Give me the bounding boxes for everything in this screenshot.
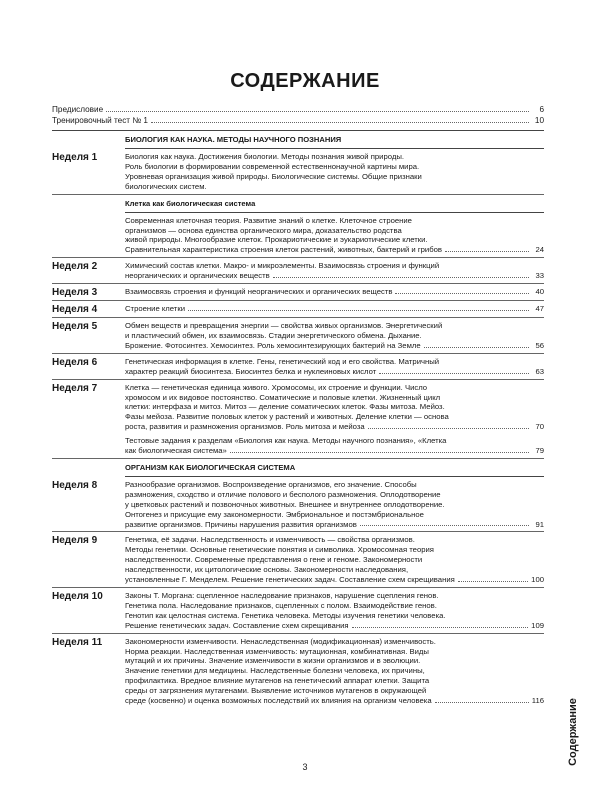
section-heading[interactable]: ОРГАНИЗМ КАК БИОЛОГИЧЕСКАЯ СИСТЕМА bbox=[125, 462, 296, 472]
entry-text: Современная клеточная теория. Развитие знаний о клетке. Клеточное строение bbox=[125, 215, 412, 225]
toc-entry[interactable] bbox=[125, 535, 544, 585]
preface-row[interactable] bbox=[52, 104, 544, 115]
entry-page: 47 bbox=[535, 304, 544, 314]
entry-text: Тестовые задания к разделам «Биология как наука. Методы научного познания», «Клетка bbox=[125, 436, 447, 446]
entry-text: Генетика пола. Наследование признаков, сцепленных с полом. Взаимодействие генов. bbox=[125, 600, 437, 610]
entry-last-line bbox=[125, 245, 544, 255]
entry-text: Методы генетики. Основные генетические понятия и символика. Хромосомная теория bbox=[125, 545, 434, 555]
week-label: Неделя 10 bbox=[52, 591, 103, 602]
entry-page: 100 bbox=[531, 575, 544, 585]
preface-row[interactable] bbox=[52, 115, 544, 126]
entry-text: Значение генетики для медицины. Наследственные болезни человека, их причины, bbox=[125, 666, 425, 676]
toc-entry[interactable] bbox=[125, 304, 544, 314]
week-entries bbox=[125, 287, 544, 298]
toc-entry[interactable] bbox=[125, 436, 544, 456]
entry-last-line bbox=[125, 575, 544, 585]
entry-page: 56 bbox=[535, 340, 544, 350]
dot-leader bbox=[458, 581, 528, 582]
preface-page: 6 bbox=[539, 105, 544, 114]
entry-page: 33 bbox=[535, 271, 544, 281]
week-row bbox=[52, 149, 544, 195]
entry-text: хромосом и их видовое постоянство. Соматические и половые клетки. Жизненный цикл bbox=[125, 392, 441, 402]
entry-text: Законы Т. Моргана: сцепленное наследование признаков, нарушение сцепления генов. bbox=[125, 591, 439, 600]
section-header-row bbox=[52, 131, 544, 148]
week-label: Неделя 2 bbox=[52, 261, 98, 273]
entry-text: характер реакций биосинтеза. Биосинтез белка и нуклеиновых кислот bbox=[125, 366, 377, 376]
entry-text: клетки: интерфаза и митоз. Митоз — деление соматических клеток. Фазы митоза. Мейоз. bbox=[125, 402, 445, 412]
toc-entry[interactable] bbox=[125, 637, 544, 706]
section-header-row bbox=[52, 195, 544, 212]
week-row bbox=[52, 354, 544, 380]
week-row bbox=[52, 318, 544, 354]
entry-text: как биологическая система» bbox=[125, 446, 227, 456]
week-label bbox=[52, 216, 125, 256]
entry-text: Взаимосвязь строения и функций неорганических и органических веществ bbox=[125, 287, 393, 297]
week-row bbox=[52, 258, 544, 284]
entry-text: Разнообразие организмов. Воспроизведение организмов, его значение. Способы bbox=[125, 479, 417, 489]
side-tab-label bbox=[567, 698, 579, 766]
toc-entry[interactable] bbox=[125, 287, 544, 297]
section-spacer bbox=[52, 195, 125, 212]
sections-list bbox=[52, 131, 544, 708]
toc-entry[interactable] bbox=[125, 261, 544, 281]
week-row bbox=[52, 588, 544, 634]
week-label: Неделя 3 bbox=[52, 287, 98, 299]
toc-entry[interactable] bbox=[125, 357, 544, 377]
week-row bbox=[52, 477, 544, 533]
entry-text: среды от загрязнения мутагенами. Выявление источников мутагенов в окружающей bbox=[125, 686, 427, 696]
week-entries bbox=[125, 304, 544, 315]
dot-leader bbox=[445, 251, 529, 252]
week-row bbox=[52, 532, 544, 588]
entry-last-line bbox=[125, 287, 544, 297]
entry-page: 116 bbox=[531, 696, 544, 706]
toc-section bbox=[52, 131, 544, 195]
entry-last-line bbox=[125, 341, 544, 351]
preface-title: Предисловие bbox=[52, 105, 104, 114]
entry-text: Уровневая организация живой природы. Биологические системы. Общие признаки bbox=[125, 171, 422, 181]
entry-text: Клетка — генетическая единица живого. Хромосомы, их строение и функции. Число bbox=[125, 382, 428, 392]
week-entries bbox=[125, 261, 544, 281]
week-row bbox=[52, 634, 544, 708]
preface-list bbox=[52, 104, 544, 126]
entry-text: Брожение. Фотосинтез. Хемосинтез. Роль хемосинтезирующих бактерий на Земле bbox=[125, 340, 421, 350]
entry-text: Роль биологии в формировании современной естественнонаучной картины мира. bbox=[125, 161, 420, 171]
entry-last-line bbox=[125, 367, 544, 377]
entry-text: организмов — основа единства органического мира, доказательство родства bbox=[125, 225, 402, 235]
week-label: Неделя 9 bbox=[52, 535, 98, 547]
dot-leader bbox=[424, 347, 529, 348]
entry-last-line bbox=[125, 696, 544, 706]
week-row bbox=[52, 284, 544, 301]
table-of-contents bbox=[52, 104, 544, 708]
section-heading[interactable]: Клетка как биологическая система bbox=[125, 198, 256, 208]
toc-section bbox=[52, 459, 544, 708]
entry-page: 40 bbox=[535, 287, 544, 297]
dot-leader bbox=[379, 373, 529, 374]
section-spacer bbox=[52, 459, 125, 476]
week-label: Неделя 6 bbox=[52, 356, 98, 368]
week-label: Неделя 7 bbox=[52, 382, 98, 394]
week-entries bbox=[125, 383, 544, 456]
page-number: 3 bbox=[302, 762, 308, 772]
toc-section bbox=[52, 195, 544, 459]
week-row bbox=[52, 301, 544, 318]
dot-leader bbox=[106, 111, 529, 112]
dot-leader bbox=[188, 310, 529, 311]
preface-page: 10 bbox=[534, 116, 544, 125]
week-label: Неделя 1 bbox=[52, 152, 98, 163]
week-entries bbox=[125, 535, 544, 585]
week-entries bbox=[125, 321, 544, 351]
entry-text: развитие организмов. Причины нарушения развития организмов bbox=[125, 519, 357, 529]
section-header-row bbox=[52, 459, 544, 476]
entry-last-line bbox=[125, 621, 544, 631]
week-entries bbox=[125, 357, 544, 377]
dot-leader bbox=[352, 627, 529, 628]
entry-text: размножения, сходство и отличие полового и бесполого размножения. Оплодотворение bbox=[125, 489, 441, 499]
entry-text: Закономерности изменчивости. Ненаследственная (модификационная) изменчивость. bbox=[125, 636, 436, 646]
entry-text: Генотип как целостная система. Генетика человека. Методы изучения генетики человека. bbox=[125, 610, 446, 620]
entry-text: Строение клетки bbox=[125, 304, 185, 314]
entry-text: Решение генетических задач. Составление схем скрещивания bbox=[125, 620, 349, 630]
entry-text: Биология как наука. Достижения биологии. Методы познания живой природы. bbox=[125, 152, 404, 161]
entry-page: 109 bbox=[531, 620, 544, 630]
toc-entry[interactable] bbox=[125, 216, 544, 256]
dot-leader bbox=[360, 525, 529, 526]
week-entries bbox=[125, 216, 544, 256]
dot-leader bbox=[368, 428, 529, 429]
week-label: Неделя 4 bbox=[52, 304, 98, 316]
entry-text: неорганических и органических веществ bbox=[125, 271, 270, 281]
entry-text: у цветковых растений и позвоночных животных. Внешнее и внутреннее оплодотворение. bbox=[125, 499, 445, 509]
entry-text: живой природы. Многообразие клеток. Прокариотические и эукариотические клетки. bbox=[125, 235, 428, 245]
side-tab-text: Содержание bbox=[567, 698, 579, 766]
dot-leader bbox=[151, 122, 529, 123]
week-entries bbox=[125, 591, 544, 631]
section-heading[interactable]: БИОЛОГИЯ КАК НАУКА. МЕТОДЫ НАУЧНОГО ПОЗНАНИЯ bbox=[125, 135, 342, 144]
dot-leader bbox=[435, 702, 529, 703]
entry-last-line bbox=[125, 422, 544, 432]
entry-last-line bbox=[125, 271, 544, 281]
entry-text: мутаций и их причины. Значение изменчивости в жизни организмов и в эволюции. bbox=[125, 656, 421, 666]
week-entries bbox=[125, 152, 544, 192]
dot-leader bbox=[395, 293, 529, 294]
entry-text: Химический состав клетки. Макро- и микроэлементы. Взаимосвязь строения и функций bbox=[125, 261, 440, 271]
page-title: СОДЕРЖАНИЕ bbox=[230, 70, 380, 92]
week-label: Неделя 5 bbox=[52, 321, 98, 333]
entry-text: и пластический обмен, их взаимосвязь. Стадии энергетического обмена. Дыхание. bbox=[125, 330, 422, 340]
entry-page: 63 bbox=[535, 366, 544, 376]
entry-last-line bbox=[125, 520, 544, 530]
preface-title: Тренировочный тест № 1 bbox=[52, 116, 148, 125]
entry-text: Норма реакции. Наследственная изменчивость: мутационная, комбинативная. Виды bbox=[125, 646, 429, 656]
week-entries bbox=[125, 637, 544, 706]
toc-entry[interactable] bbox=[125, 152, 544, 192]
entry-text: Генетика, её задачи. Наследственность и изменчивость — свойства организмов. bbox=[125, 535, 415, 545]
toc-entry[interactable] bbox=[125, 591, 544, 631]
week-entries bbox=[125, 480, 544, 530]
entry-text: Фазы мейоза. Развитие половых клеток у растений и животных. Деление клетки — основа bbox=[125, 412, 449, 422]
entry-text: Генетическая информация в клетке. Гены, генетический код и его свойства. Матричный bbox=[125, 356, 440, 366]
entry-page: 79 bbox=[535, 446, 544, 456]
week-row bbox=[52, 380, 544, 459]
entry-text: наследственности. Современные представления о гене и геноме. Закономерности bbox=[125, 555, 423, 565]
toc-entry[interactable] bbox=[125, 383, 544, 433]
entry-last-line bbox=[125, 446, 544, 456]
entry-text: профилактика. Вредное влияние мутагенов на генетический аппарат клетки. Защита bbox=[125, 676, 430, 686]
entry-text: среде (косвенно) и оценка возможных последствий их влияния на организм человека bbox=[125, 696, 432, 706]
entry-text: установленные Г. Менделем. Решение генетических задач. Составление схем скрещивания bbox=[125, 575, 455, 585]
entry-text: Обмен веществ и превращения энергии — свойства живых организмов. Энергетический bbox=[125, 321, 443, 331]
entry-page: 70 bbox=[535, 422, 544, 432]
dot-leader bbox=[230, 452, 529, 453]
entry-text: роста, развития и размножения организмов. Роль митоза и мейоза bbox=[125, 422, 365, 432]
entry-last-line bbox=[125, 304, 544, 314]
entry-text: Онтогенез и присущие ему закономерности. Эмбриональное и постэмбриональное bbox=[125, 509, 424, 519]
entry-page: 91 bbox=[535, 519, 544, 529]
week-row bbox=[52, 213, 544, 259]
entry-text: Сравнительная характеристика строения клеток растений, животных, бактерий и грибов bbox=[125, 245, 442, 255]
entry-text: биологических систем. bbox=[125, 181, 207, 191]
toc-entry[interactable] bbox=[125, 480, 544, 530]
week-label: Неделя 11 bbox=[52, 636, 103, 648]
section-spacer bbox=[52, 131, 125, 148]
dot-leader bbox=[273, 277, 529, 278]
toc-entry[interactable] bbox=[125, 321, 544, 351]
week-label: Неделя 8 bbox=[52, 479, 98, 491]
entry-text: наследственности, их цитологические основы. Закономерности наследования, bbox=[125, 565, 409, 575]
entry-page: 24 bbox=[535, 245, 544, 255]
